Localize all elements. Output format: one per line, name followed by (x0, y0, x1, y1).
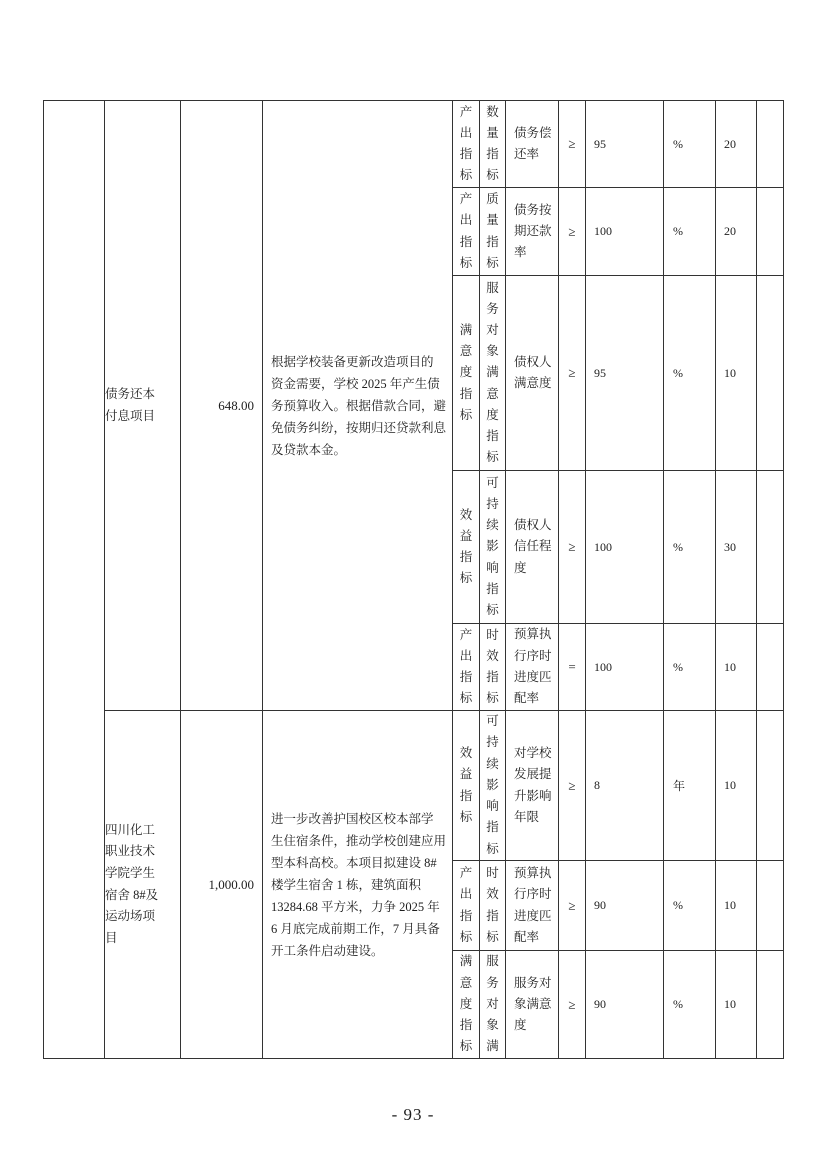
indicator-level2: 可持续影响指标 (486, 714, 499, 856)
indicator-operator: ≥ (559, 471, 586, 624)
indicator-name-cell (506, 861, 559, 951)
project-description (263, 101, 453, 711)
project-name-line: 目 (105, 930, 118, 945)
indicator-level2-cell (480, 276, 506, 471)
project-description-line: 资金需要，学校 2025 年产生债 (271, 376, 440, 391)
indicator-remark-cell (757, 711, 784, 861)
indicator-unit: 年 (664, 711, 716, 861)
indicator-level2: 时效指标 (486, 866, 499, 944)
indicator-level2: 时效指标 (486, 627, 499, 706)
indicator-value: 100 (586, 188, 664, 276)
indicator-value: 100 (586, 624, 664, 711)
project-name-line: 职业技术 (105, 844, 156, 859)
indicator-level1-cell (453, 711, 480, 861)
project-description-line: 开工条件启动建设。 (271, 943, 384, 958)
blank-category-cell (44, 101, 105, 1059)
indicator-weight: 10 (716, 951, 757, 1059)
project-name-line: 付息项目 (105, 408, 156, 423)
project-name-cell (105, 101, 181, 711)
indicator-value: 8 (586, 711, 664, 861)
indicator-weight: 20 (716, 101, 757, 188)
indicator-level2-cell (480, 711, 506, 861)
project-name-line: 宿舍 8#及 (105, 887, 159, 902)
project-description-line: 13284.68 平方米，力争 2025 年 (271, 899, 440, 914)
indicator-level1: 产出指标 (459, 192, 473, 270)
page-number: - 93 - (391, 1105, 435, 1124)
project-description-line: 免债务纠纷，按期归还贷款利息 (271, 420, 447, 435)
indicator-weight: 10 (716, 711, 757, 861)
indicator-remark-cell (757, 101, 784, 188)
indicator-level1-cell (453, 861, 480, 951)
project-name-line: 运动场项 (105, 909, 156, 924)
indicator-operator: ≥ (559, 101, 586, 188)
indicator-remark-cell (757, 276, 784, 471)
indicator-level1-cell (453, 188, 480, 276)
indicator-name: 对学校发展提升影响年限 (514, 745, 552, 824)
indicator-level1: 效益指标 (459, 746, 473, 824)
indicator-level2: 服务对象满意度指标 (486, 280, 499, 465)
indicator-operator: ≥ (559, 861, 586, 951)
indicator-level1-cell (453, 276, 480, 471)
indicator-name-cell (506, 711, 559, 861)
indicator-row (44, 101, 784, 188)
indicator-level1: 满意度指标 (459, 954, 473, 1054)
project-description-line: 根据学校装备更新改造项目的 (271, 354, 434, 369)
project-name-line: 四川化工 (105, 822, 156, 837)
indicator-level2-cell (480, 101, 506, 188)
indicator-weight: 10 (716, 276, 757, 471)
indicator-remark-cell (757, 951, 784, 1059)
project-name-line: 学院学生 (105, 865, 156, 880)
indicator-name-cell (506, 188, 559, 276)
indicator-remark-cell (757, 624, 784, 711)
performance-indicator-table (43, 100, 784, 1059)
indicator-level1: 产出指标 (459, 866, 473, 944)
indicator-level1: 产出指标 (459, 104, 473, 183)
project-description-line: 及贷款本金。 (271, 442, 347, 457)
indicator-name: 服务对象满意度 (514, 975, 552, 1033)
indicator-level2: 数量指标 (486, 104, 499, 183)
indicator-level1-cell (453, 624, 480, 711)
project-name-cell (105, 711, 181, 1059)
indicator-level2-cell (480, 951, 506, 1059)
indicator-remark-cell (757, 471, 784, 624)
indicator-level2-cell (480, 188, 506, 276)
indicator-level2-cell (480, 861, 506, 951)
indicator-value: 95 (586, 101, 664, 188)
indicator-value: 100 (586, 471, 664, 624)
project-description-line: 6 月底完成前期工作，7 月具备 (271, 921, 440, 936)
project-description-line: 型本科高校。本项目拟建设 8# (271, 855, 437, 870)
indicator-value: 95 (586, 276, 664, 471)
indicator-value: 90 (586, 861, 664, 951)
indicator-level2-cell (480, 624, 506, 711)
indicator-weight: 10 (716, 624, 757, 711)
indicator-operator: = (559, 624, 586, 711)
indicator-weight: 30 (716, 471, 757, 624)
indicator-name: 债权人信任程度 (514, 518, 552, 575)
indicator-remark-cell (757, 861, 784, 951)
project-description-line: 生住宿条件，推动学校创建应用 (271, 833, 447, 848)
indicator-operator: ≥ (559, 951, 586, 1059)
project-amount: 1,000.00 (181, 711, 263, 1059)
indicator-name: 预算执行序时进度匹配率 (514, 627, 552, 706)
indicator-name-cell (506, 471, 559, 624)
indicator-operator: ≥ (559, 711, 586, 861)
indicator-operator: ≥ (559, 188, 586, 276)
indicator-level1: 产出指标 (459, 627, 473, 706)
indicator-unit: % (664, 188, 716, 276)
indicator-name-cell (506, 951, 559, 1059)
indicator-unit: % (664, 101, 716, 188)
project-description (263, 711, 453, 1059)
indicator-remark-cell (757, 188, 784, 276)
indicator-weight: 20 (716, 188, 757, 276)
indicator-name-cell (506, 276, 559, 471)
indicator-weight: 10 (716, 861, 757, 951)
indicator-name: 债务偿还率 (514, 125, 552, 161)
indicator-level1-cell (453, 951, 480, 1059)
indicator-operator: ≥ (559, 276, 586, 471)
indicator-name-cell (506, 624, 559, 711)
project-amount: 648.00 (181, 101, 263, 711)
indicator-unit: % (664, 276, 716, 471)
indicator-level1-cell (453, 101, 480, 188)
indicator-level2: 质量指标 (486, 192, 499, 270)
indicator-unit: % (664, 861, 716, 951)
project-description-line: 务预算收入。根据借款合同，避 (271, 398, 447, 413)
project-description-line: 楼学生宿舍 1 栋，建筑面积 (271, 877, 422, 892)
indicator-name: 债权人满意度 (514, 354, 552, 390)
indicator-row (44, 711, 784, 861)
indicator-level2: 服务对象满 (486, 954, 499, 1054)
indicator-level1: 满意度指标 (459, 322, 473, 422)
indicator-name: 债务按期还款率 (514, 202, 552, 260)
indicator-level2: 可持续影响指标 (486, 475, 499, 617)
indicator-unit: % (664, 951, 716, 1059)
indicator-unit: % (664, 624, 716, 711)
indicator-name: 预算执行序时进度匹配率 (514, 865, 552, 944)
indicator-name-cell (506, 101, 559, 188)
indicator-value: 90 (586, 951, 664, 1059)
indicator-level1: 效益指标 (459, 507, 473, 586)
project-name-line: 债务还本 (105, 386, 156, 401)
indicator-unit: % (664, 471, 716, 624)
indicator-level1-cell (453, 471, 480, 624)
indicator-level2-cell (480, 471, 506, 624)
project-description-line: 进一步改善护国校区校本部学 (271, 811, 434, 826)
